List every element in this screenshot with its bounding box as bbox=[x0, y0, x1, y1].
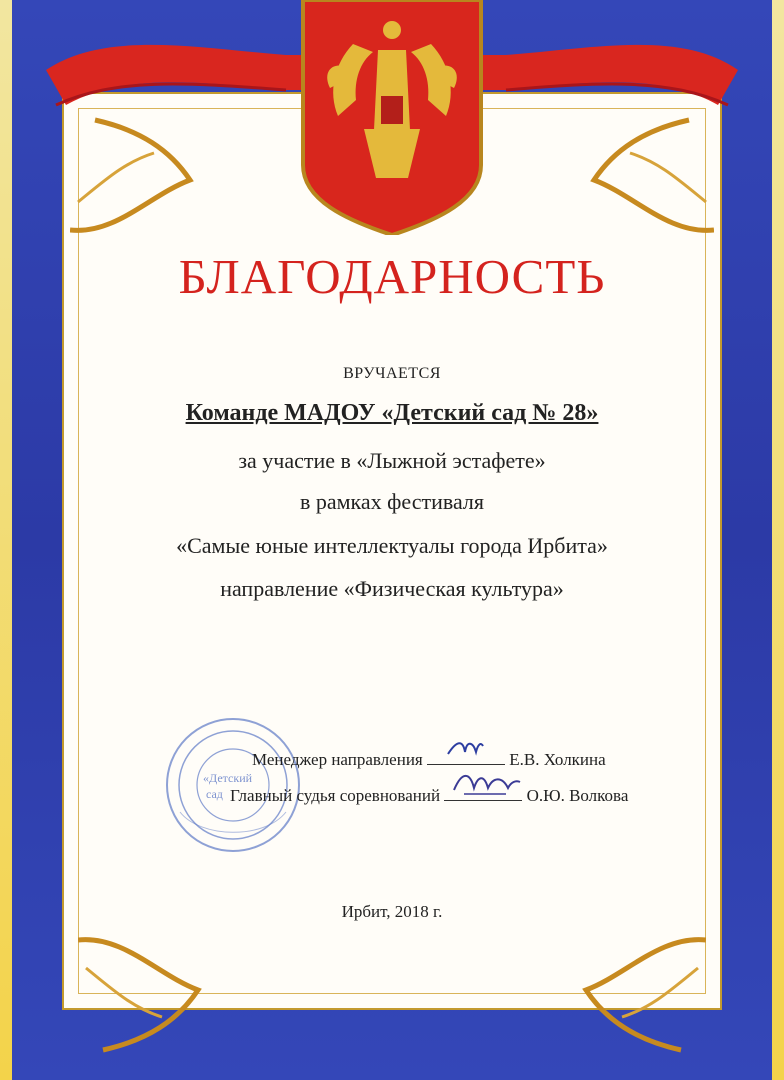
top-left-ornament bbox=[70, 110, 220, 260]
judge-signature-row bbox=[230, 784, 628, 806]
top-right-ornament bbox=[564, 110, 714, 260]
judge-signature-line bbox=[444, 784, 522, 801]
bottom-right-ornament bbox=[556, 910, 706, 1060]
svg-text:«Детский: «Детский bbox=[203, 771, 253, 785]
certificate-title: БЛАГОДАРНОСТЬ bbox=[178, 249, 606, 304]
judge-role: Главный судья соревнований bbox=[230, 786, 441, 805]
manager-role: Менеджер направления bbox=[252, 750, 423, 769]
manager-signature-row bbox=[252, 748, 606, 770]
recipient-name: Команде МАДОУ «Детский сад № 28» bbox=[185, 400, 599, 426]
svg-text:сад: сад bbox=[206, 787, 223, 801]
judge-signature bbox=[450, 766, 522, 800]
festival-framework-line: в рамках фестиваля bbox=[299, 489, 485, 514]
awarded-label: ВРУЧАЕТСЯ bbox=[343, 365, 441, 382]
manager-signature-line bbox=[427, 748, 505, 765]
judge-name: О.Ю. Волкова bbox=[526, 786, 629, 805]
bottom-left-ornament bbox=[78, 910, 228, 1060]
city-year: Ирбит, 2018 г. bbox=[341, 902, 443, 921]
manager-name: Е.В. Холкина bbox=[509, 750, 606, 769]
coat-of-arms-shield bbox=[298, 0, 486, 235]
participation-line: за участие в «Лыжной эстафете» bbox=[238, 448, 546, 473]
direction-line: направление «Физическая культура» bbox=[220, 576, 564, 601]
manager-signature bbox=[445, 734, 485, 762]
festival-name-line: «Самые юные интеллектуалы города Ирбита» bbox=[176, 533, 608, 558]
